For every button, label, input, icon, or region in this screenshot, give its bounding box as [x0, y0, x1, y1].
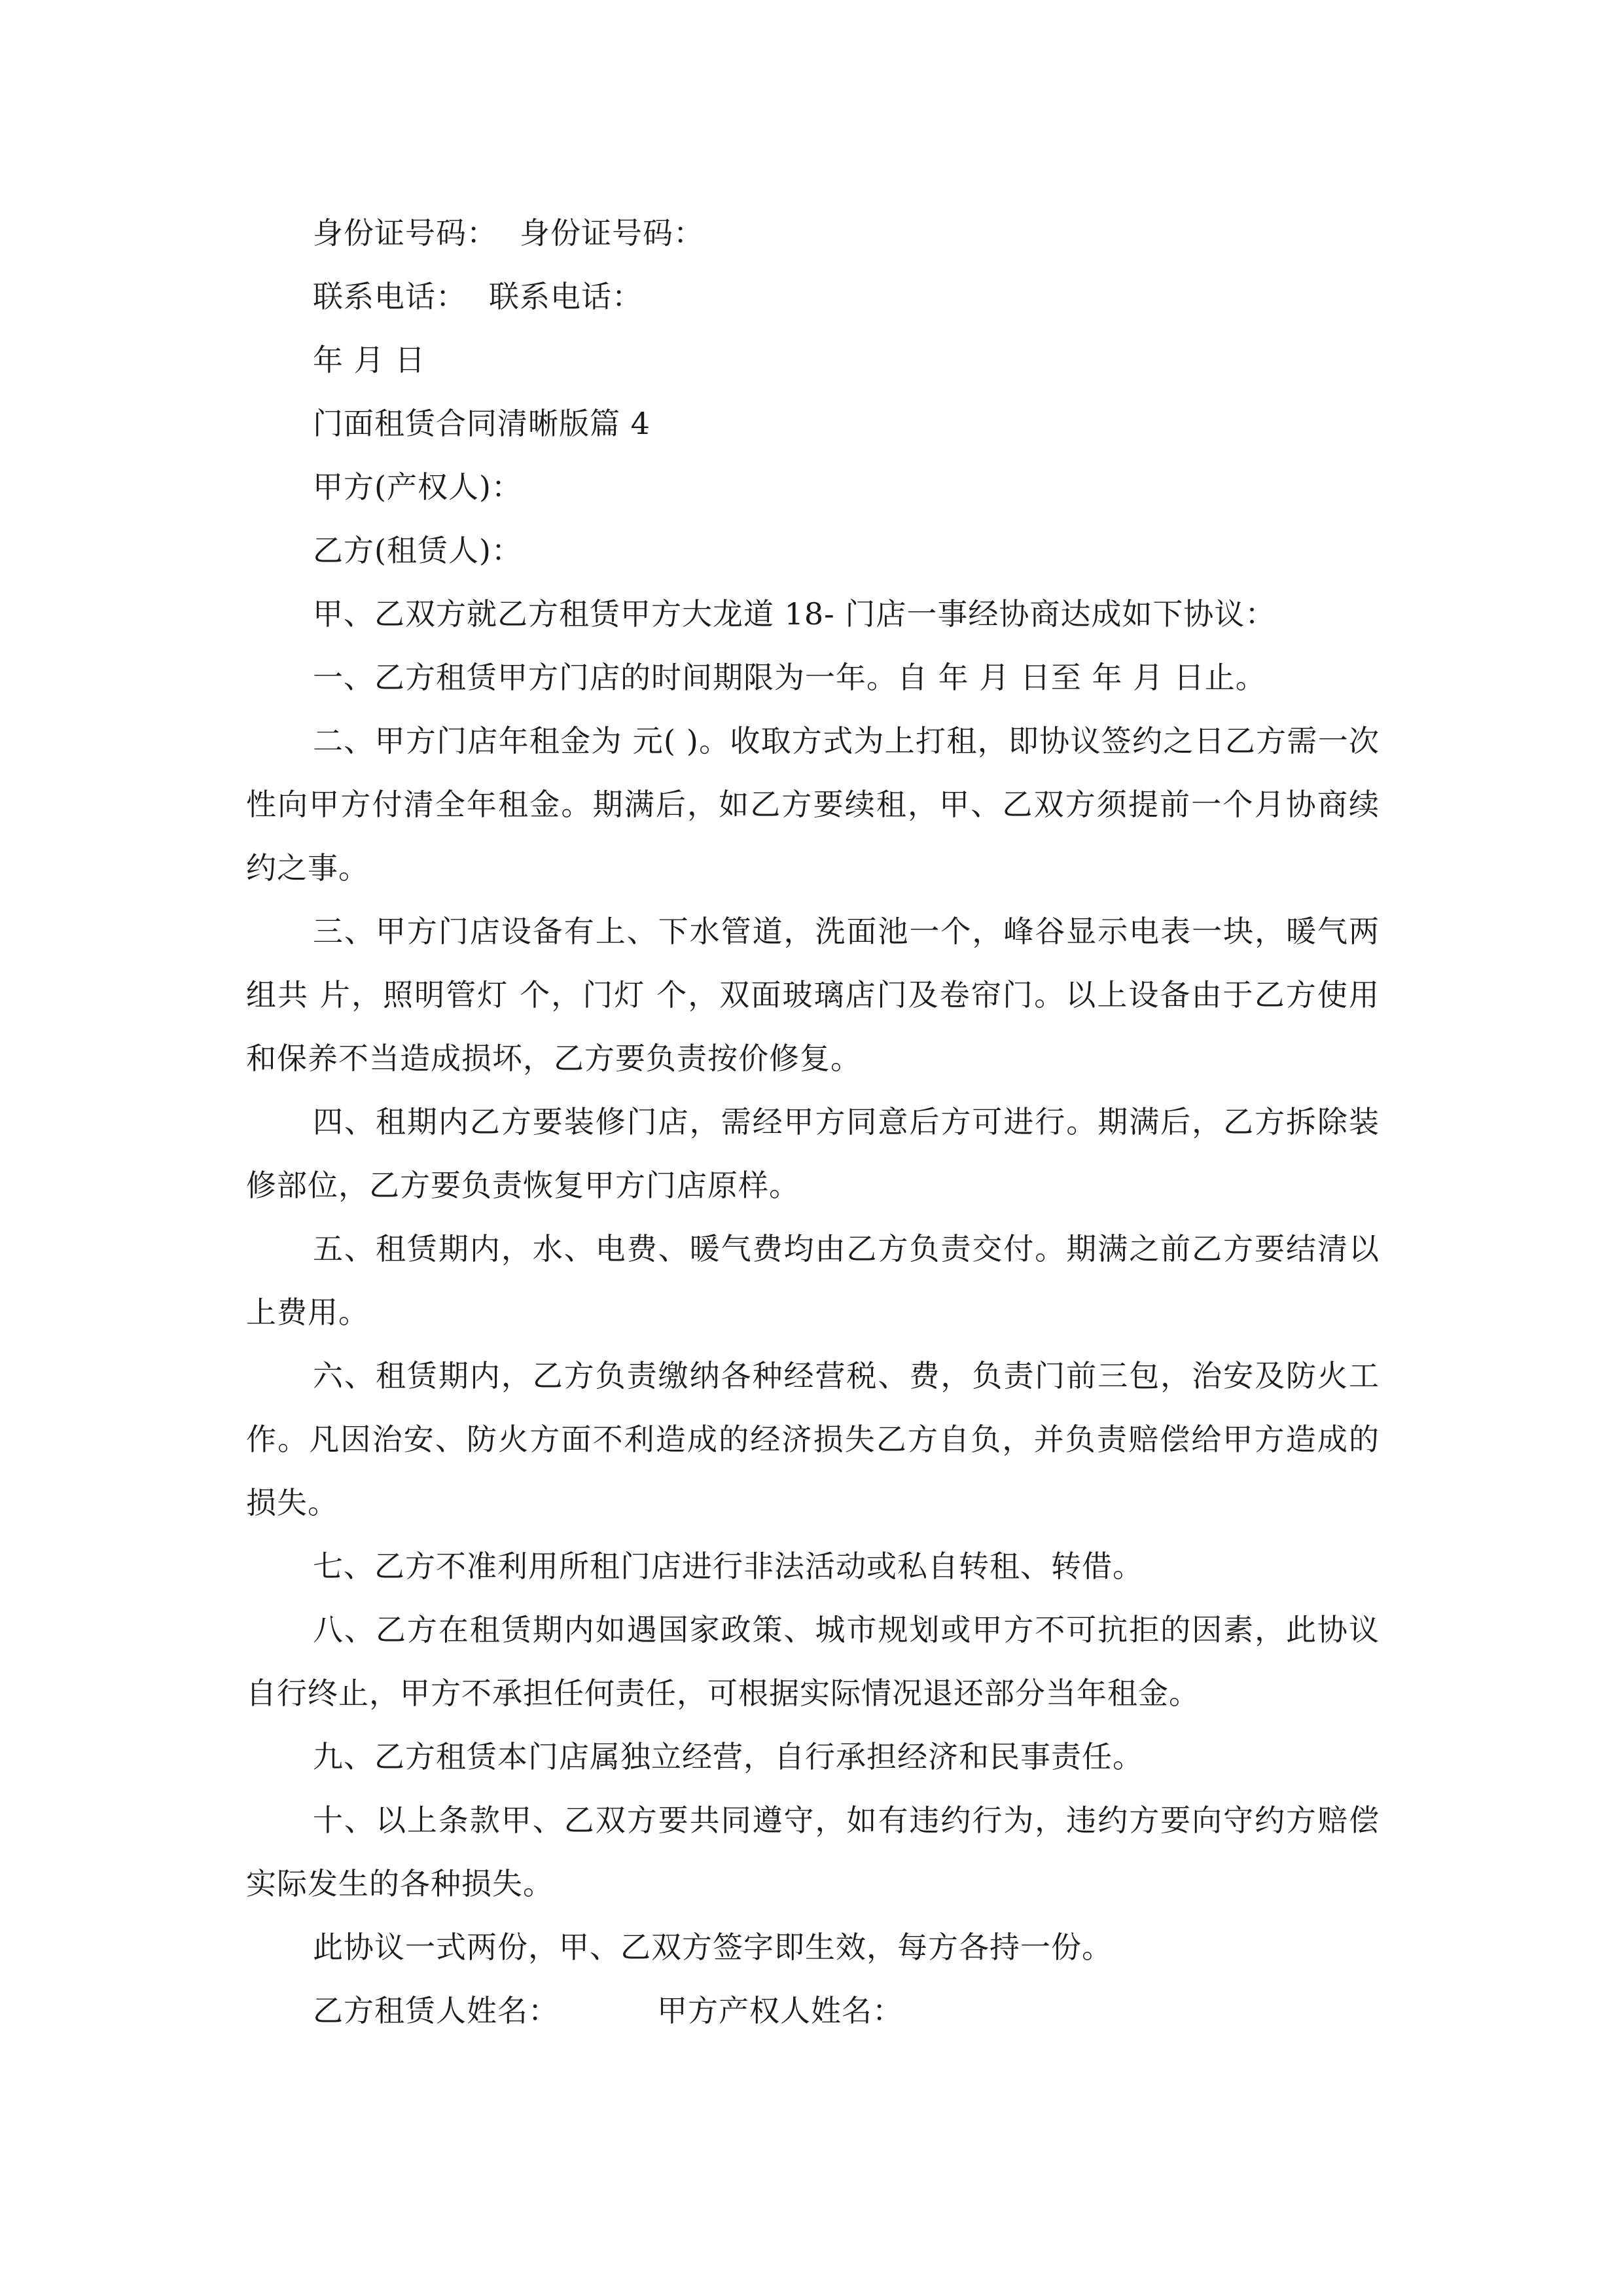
clause-9: 九、乙方租赁本门店属独立经营，自行承担经济和民事责任。	[313, 1739, 1143, 1774]
document-body	[246, 202, 1380, 2043]
section-title: 门面租赁合同清晰版篇 4	[313, 406, 651, 441]
id-number-label-left: 身份证号码：	[313, 215, 497, 251]
clause-6: 六、租赁期内，乙方负责缴纳各种经营税、费，负责门前三包，治安及防火工作。凡因治安、防火方面不利造成的经济损失乙方自负，并负责赔偿给甲方造成的损失。	[246, 1358, 1380, 1520]
clause-7: 七、乙方不准利用所租门店进行非法活动或私自转租、转借。	[313, 1549, 1143, 1584]
id-number-line	[246, 202, 1380, 265]
phone-label-left: 联系电话：	[313, 279, 467, 314]
closing-paragraph: 此协议一式两份，甲、乙双方签字即生效，每方各持一份。	[313, 1929, 1113, 1965]
phone-line	[246, 265, 1380, 329]
date-line: 年 月 日	[313, 342, 426, 378]
clause-8: 八、乙方在租赁期内如遇国家政策、城市规划或甲方不可抗拒的因素，此协议自行终止，甲方不承担任何责任，可根据实际情况退还部分当年租金。	[246, 1612, 1380, 1711]
clause-4: 四、租期内乙方要装修门店，需经甲方同意后方可进行。期满后，乙方拆除装修部位，乙方要负责恢复甲方门店原样。	[246, 1104, 1380, 1203]
party-a-line: 甲方(产权人)：	[313, 469, 522, 505]
signature-label-right: 甲方产权人姓名：	[657, 1993, 903, 2028]
intro-paragraph: 甲、乙双方就乙方租赁甲方大龙道 18- 门店一事经协商达成如下协议：	[313, 596, 1276, 632]
id-number-label-right: 身份证号码：	[520, 215, 704, 251]
clause-2: 二、甲方门店年租金为 元( )。收取方式为上打租，即协议签约之日乙方需一次性向甲方付清全年租金。期满后，如乙方要续租，甲、乙双方须提前一个月协商续约之事。	[246, 723, 1380, 886]
clause-5: 五、租赁期内，水、电费、暖气费均由乙方负责交付。期满之前乙方要结清以上费用。	[246, 1231, 1380, 1330]
signature-label-left: 乙方租赁人姓名：	[313, 1993, 559, 2028]
signature-line	[246, 1979, 1380, 2043]
clause-10: 十、以上条款甲、乙双方要共同遵守，如有违约行为，违约方要向守约方赔偿实际发生的各种损失。	[246, 1803, 1380, 1901]
clause-3: 三、甲方门店设备有上、下水管道，洗面池一个，峰谷显示电表一块，暖气两组共 片，照明管灯 个，门灯 个，双面玻璃店门及卷帘门。以上设备由于乙方使用和保养不当造成损坏，乙方要负责按价修复。	[246, 914, 1380, 1076]
clause-1: 一、乙方租赁甲方门店的时间期限为一年。自 年 月 日至 年 月 日止。	[313, 660, 1266, 695]
party-b-line: 乙方(租赁人)：	[313, 533, 522, 568]
phone-label-right: 联系电话：	[489, 279, 643, 314]
